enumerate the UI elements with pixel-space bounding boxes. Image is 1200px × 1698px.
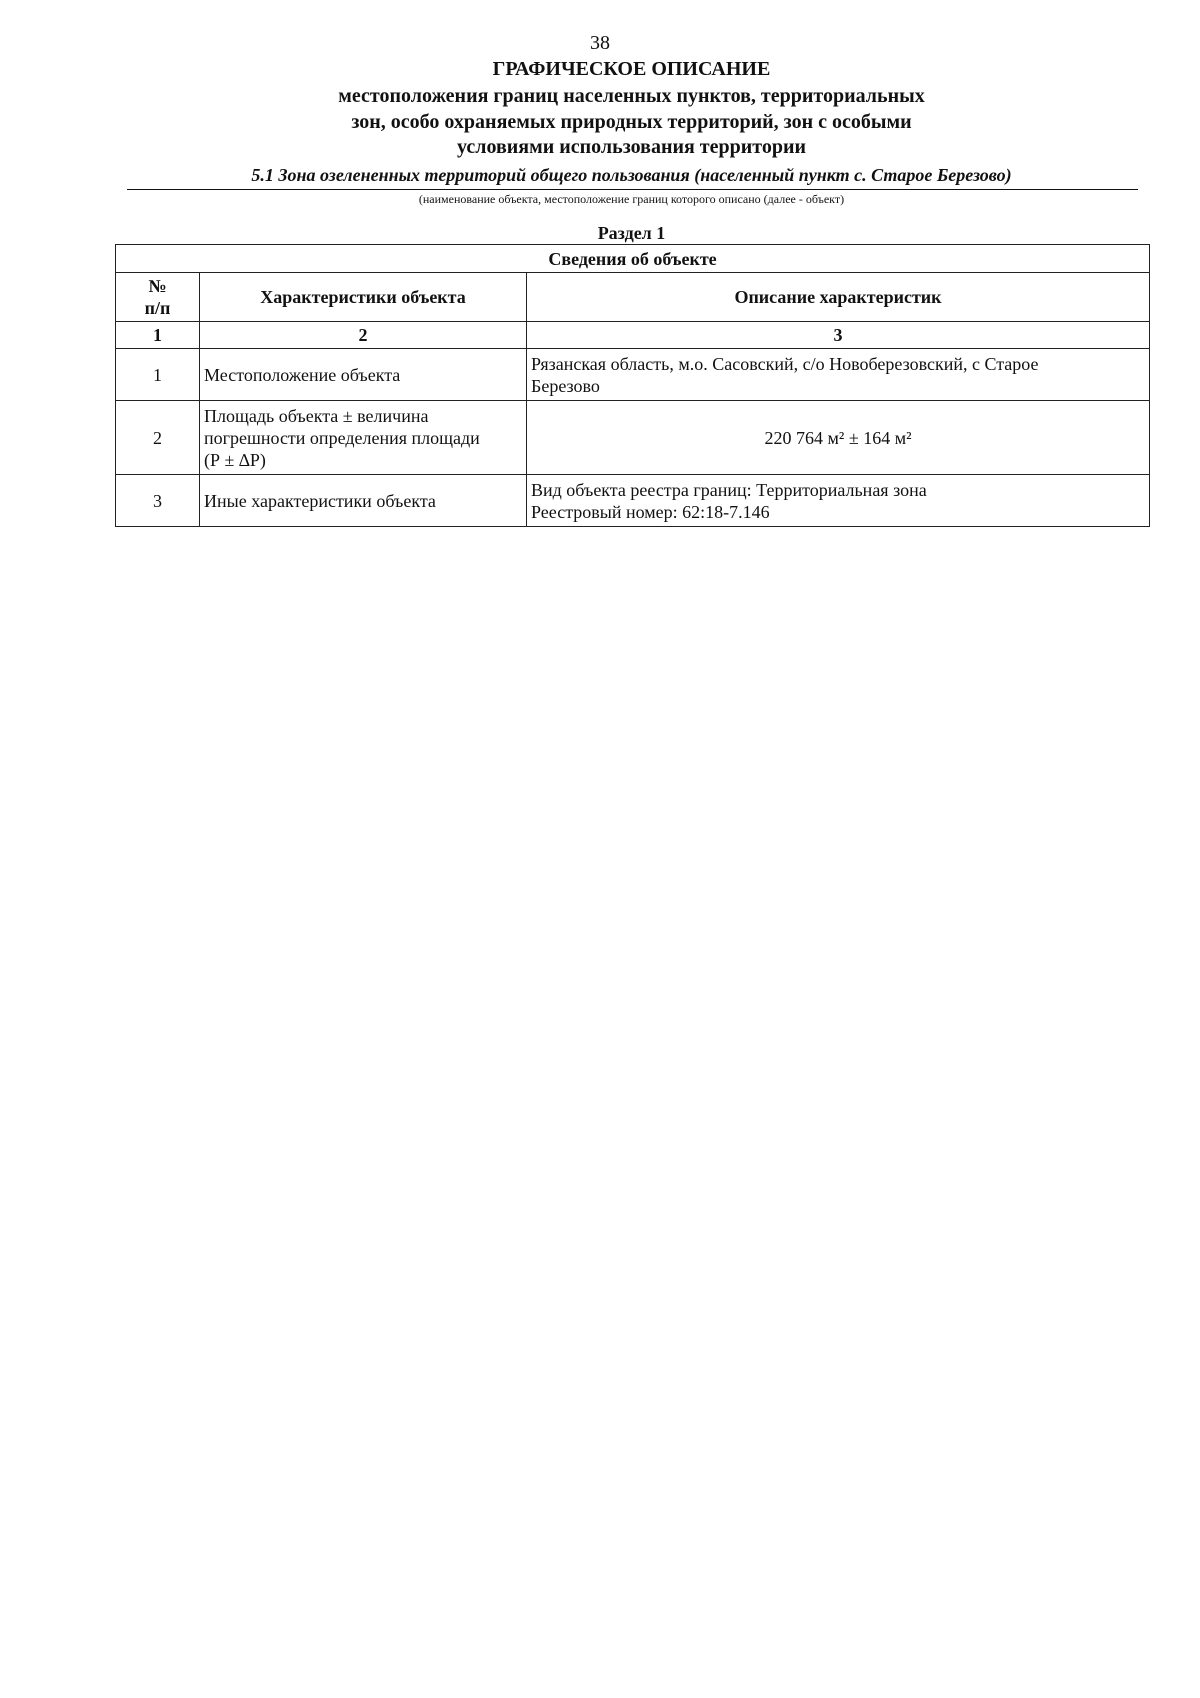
column-number: 1 [116, 322, 200, 349]
header-description: Описание характеристик [527, 273, 1150, 322]
column-number: 3 [527, 322, 1150, 349]
table-caption: Сведения об объекте [116, 245, 1150, 273]
page-number: 38 [590, 32, 610, 54]
row-description [527, 349, 1150, 401]
table-caption-row [116, 245, 1150, 273]
table-row [116, 349, 1150, 401]
characteristic-line: погрешности определения площади [204, 427, 480, 448]
description-line: Реестровый номер: 62:18-7.146 [531, 501, 770, 522]
row-description [527, 475, 1150, 527]
section-title: Раздел 1 [597, 223, 666, 243]
object-name-underline [127, 189, 1138, 190]
row-description: 220 764 м² ± 164 м² [527, 401, 1150, 475]
document-title: ГРАФИЧЕСКОЕ ОПИСАНИЕ [492, 58, 771, 80]
table-header-row [116, 273, 1150, 322]
column-number: 2 [200, 322, 527, 349]
object-name: 5.1 Зона озелененных территорий общего пользования (населенный пункт с. Старое Березово) [251, 165, 1012, 185]
column-number-row [116, 322, 1150, 349]
row-number: 2 [116, 401, 200, 475]
object-info-table [115, 244, 1150, 527]
subtitle-line: местоположения границ населенных пунктов, территориальных [338, 85, 925, 107]
row-characteristic [200, 401, 527, 475]
table-row [116, 475, 1150, 527]
document-subtitle [0, 84, 1200, 161]
header-number-line: п/п [144, 298, 171, 318]
object-name-caption: (наименование объекта, местоположение границ которого описано (далее - объект) [418, 192, 845, 206]
header-number [116, 273, 200, 322]
header-number-line: № [148, 276, 167, 296]
characteristic-line: (Р ± ∆Р) [204, 449, 266, 470]
row-number: 1 [116, 349, 200, 401]
subtitle-line: зон, особо охраняемых природных территорий, зон с особыми [351, 110, 912, 133]
row-characteristic: Местоположение объекта [200, 349, 527, 401]
description-line: Вид объекта реестра границ: Территориальная зона [531, 479, 927, 500]
description-line: Рязанская область, м.о. Сасовский, с/о Новоберезовский, с Старое [531, 353, 1039, 374]
subtitle-line: условиями использования территории [456, 136, 807, 158]
row-number: 3 [116, 475, 200, 527]
row-characteristic: Иные характеристики объекта [200, 475, 527, 527]
description-line: Березово [531, 375, 600, 396]
table-row [116, 401, 1150, 475]
characteristic-line: Площадь объекта ± величина [204, 405, 429, 426]
header-characteristic: Характеристики объекта [200, 273, 527, 322]
